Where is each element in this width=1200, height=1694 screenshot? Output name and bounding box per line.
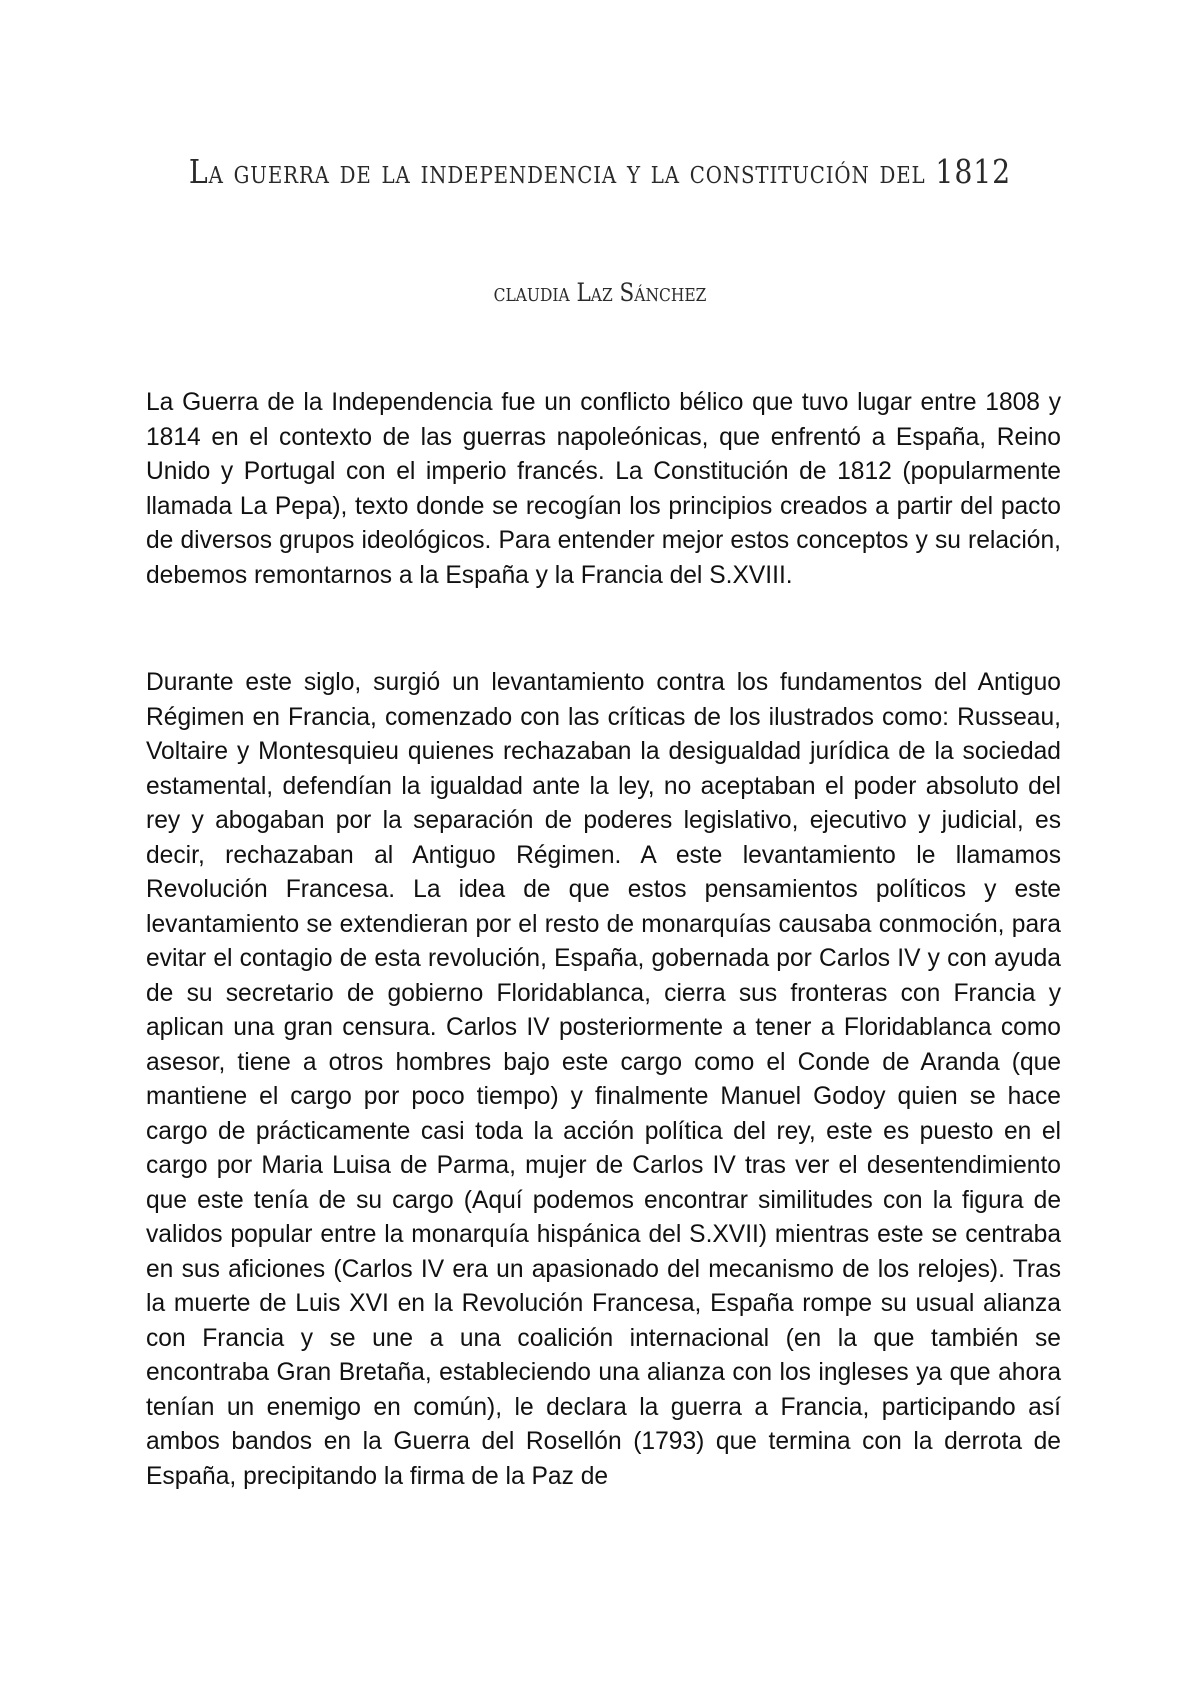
document-title: La guerra de la independencia y la constitución del 1812	[188, 152, 1012, 191]
paragraph-1: La Guerra de la Independencia fue un conflicto bélico que tuvo lugar entre 1808 y 1814 en el contexto de las guerras napoleónicas, que enfrentó a España, Reino Unido y Portugal con el imperio francés. La Constitución de 1812 (popularmente llamada La Pepa), texto donde se recogían los principios creados a partir del pacto de diversos grupos ideológicos. Para entender mejor estos conceptos y su relación, debemos remontarnos a la España y la Francia del S.XVIII.	[146, 389, 1061, 589]
document-author: claudia Laz Sánchez	[493, 278, 707, 307]
paragraph-2: Durante este siglo, surgió un levantamiento contra los fundamentos del Antiguo Régimen en Francia, comenzado con las críticas de los ilustrados como: Russeau, Voltaire y Montesquieu quienes rechazaban la desigualdad jurídica de la sociedad estamental, defendían la igualdad ante la ley, no aceptaban el poder absoluto del rey y abogaban por la separación de poderes legislativo, ejecutivo y judicial, es decir, rechazaban al Antiguo Régimen. A este levantamiento le llamamos Revolución Francesa. La idea de que estos pensamientos políticos y este levantamiento se extendieran por el resto de monarquías causaba conmoción, para evitar el contagio de esta revolución, España, gobernada por Carlos IV y con ayuda de su secretario de gobierno Floridablanca, cierra sus fronteras con Francia y aplican una gran censura. Carlos IV posteriormente a tener a Floridablanca como asesor, tiene a otros hombres bajo este cargo como el Conde de Aranda (que mantiene el cargo por poco tiempo) y finalmente Manuel Godoy quien se hace cargo de prácticamente casi toda la acción política del rey, este es puesto en el cargo por Maria Luisa de Parma, mujer de Carlos IV tras ver el desentendimiento que este tenía de su cargo (Aquí podemos encontrar similitudes con la figura de validos popular entre la monarquía hispánica del S.XVII) mientras este se centraba en sus aficiones (Carlos IV era un apasionado del mecanismo de los relojes). Tras la muerte de Luis XVI en la Revolución Francesa, España rompe su usual alianza con Francia y se une a una coalición internacional (en la que también se encontraba Gran Bretaña, estableciendo una alianza con los ingleses ya que ahora tenían un enemigo en común), le declara la guerra a Francia, participando así ambos bandos en la Guerra del Rosellón (1793) que termina con la derrota de España, precipitando la firma de la Paz de	[146, 669, 1061, 1490]
